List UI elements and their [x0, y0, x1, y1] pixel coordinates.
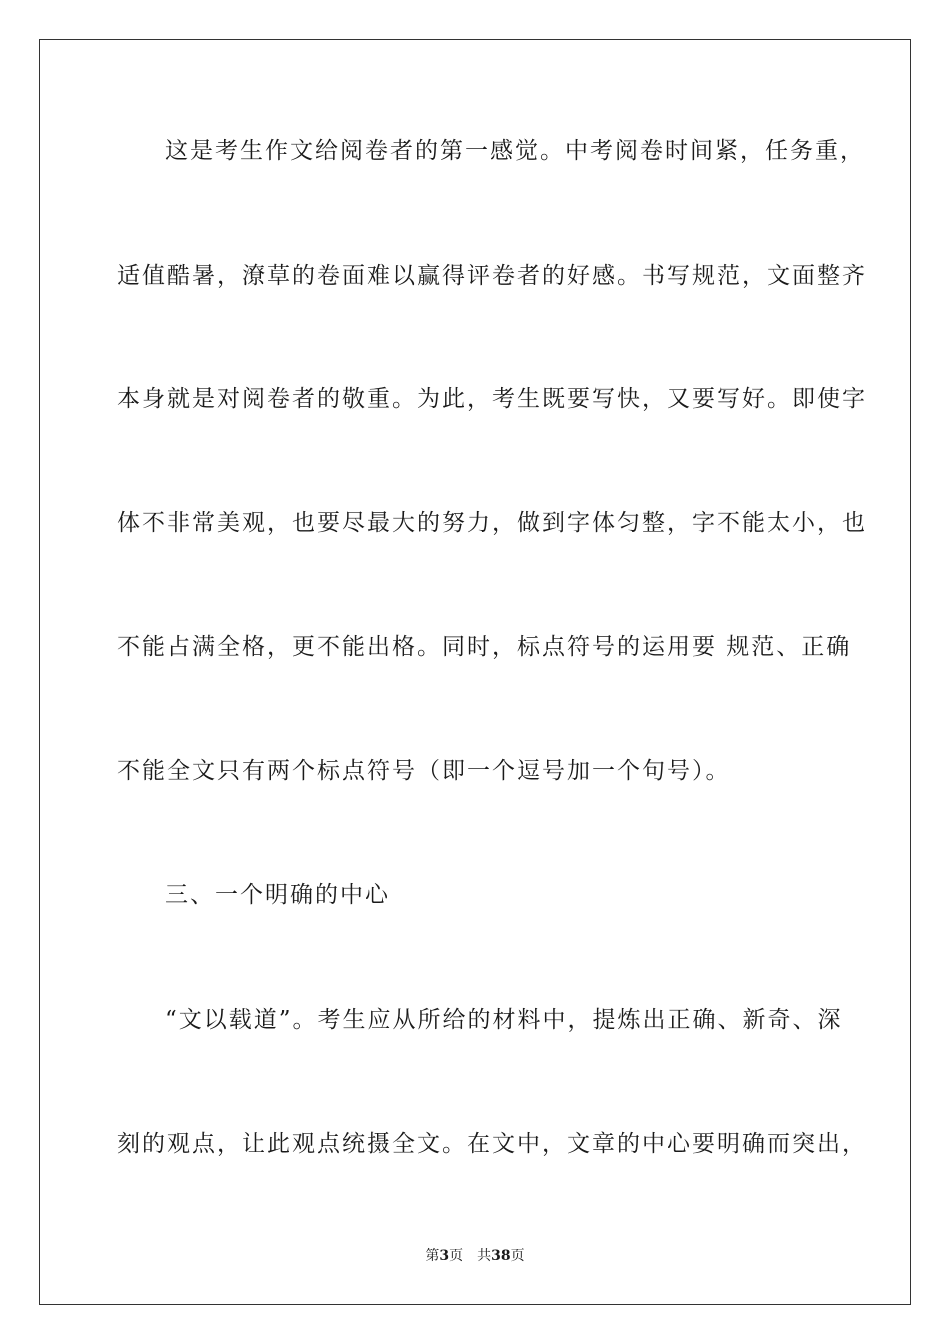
page-border: [39, 39, 911, 1305]
paragraph-line-8: 刻的观点，让此观点统摄全文。在文中，文章的中心要明确而突出，: [117, 1131, 867, 1157]
paragraph-line-2: 适值酷暑，潦草的卷面难以赢得评卷者的好感。书写规范，文面整齐: [117, 263, 867, 289]
paragraph-line-7: “文以载道”。考生应从所给的材料中，提炼出正确、新奇、深: [165, 1007, 843, 1033]
page-footer: [0, 1247, 950, 1265]
footer-total-suffix: 页: [510, 1248, 525, 1264]
paragraph-line-1: 这是考生作文给阅卷者的第一感觉。中考阅卷时间紧，任务重，: [165, 138, 865, 164]
section-heading: 三、一个明确的中心: [165, 882, 390, 908]
paragraph-line-5: 不能占满全格，更不能出格。同时，标点符号的运用要 规范、正确: [117, 634, 852, 660]
footer-total-pages: 38: [491, 1248, 511, 1264]
paragraph-line-3: 本身就是对阅卷者的敬重。为此，考生既要写快，又要写好。即使字: [117, 386, 867, 412]
paragraph-line-6: 不能全文只有两个标点符号（即一个逗号加一个句号）。: [117, 758, 731, 784]
footer-page-number: 3: [439, 1248, 450, 1264]
footer-page-suffix: 页: [449, 1248, 464, 1264]
footer-total-prefix: 共: [477, 1248, 492, 1264]
paragraph-line-4: 体不非常美观，也要尽最大的努力，做到字体匀整，字不能太小，也: [117, 510, 867, 536]
footer-page-prefix: 第: [425, 1248, 440, 1264]
